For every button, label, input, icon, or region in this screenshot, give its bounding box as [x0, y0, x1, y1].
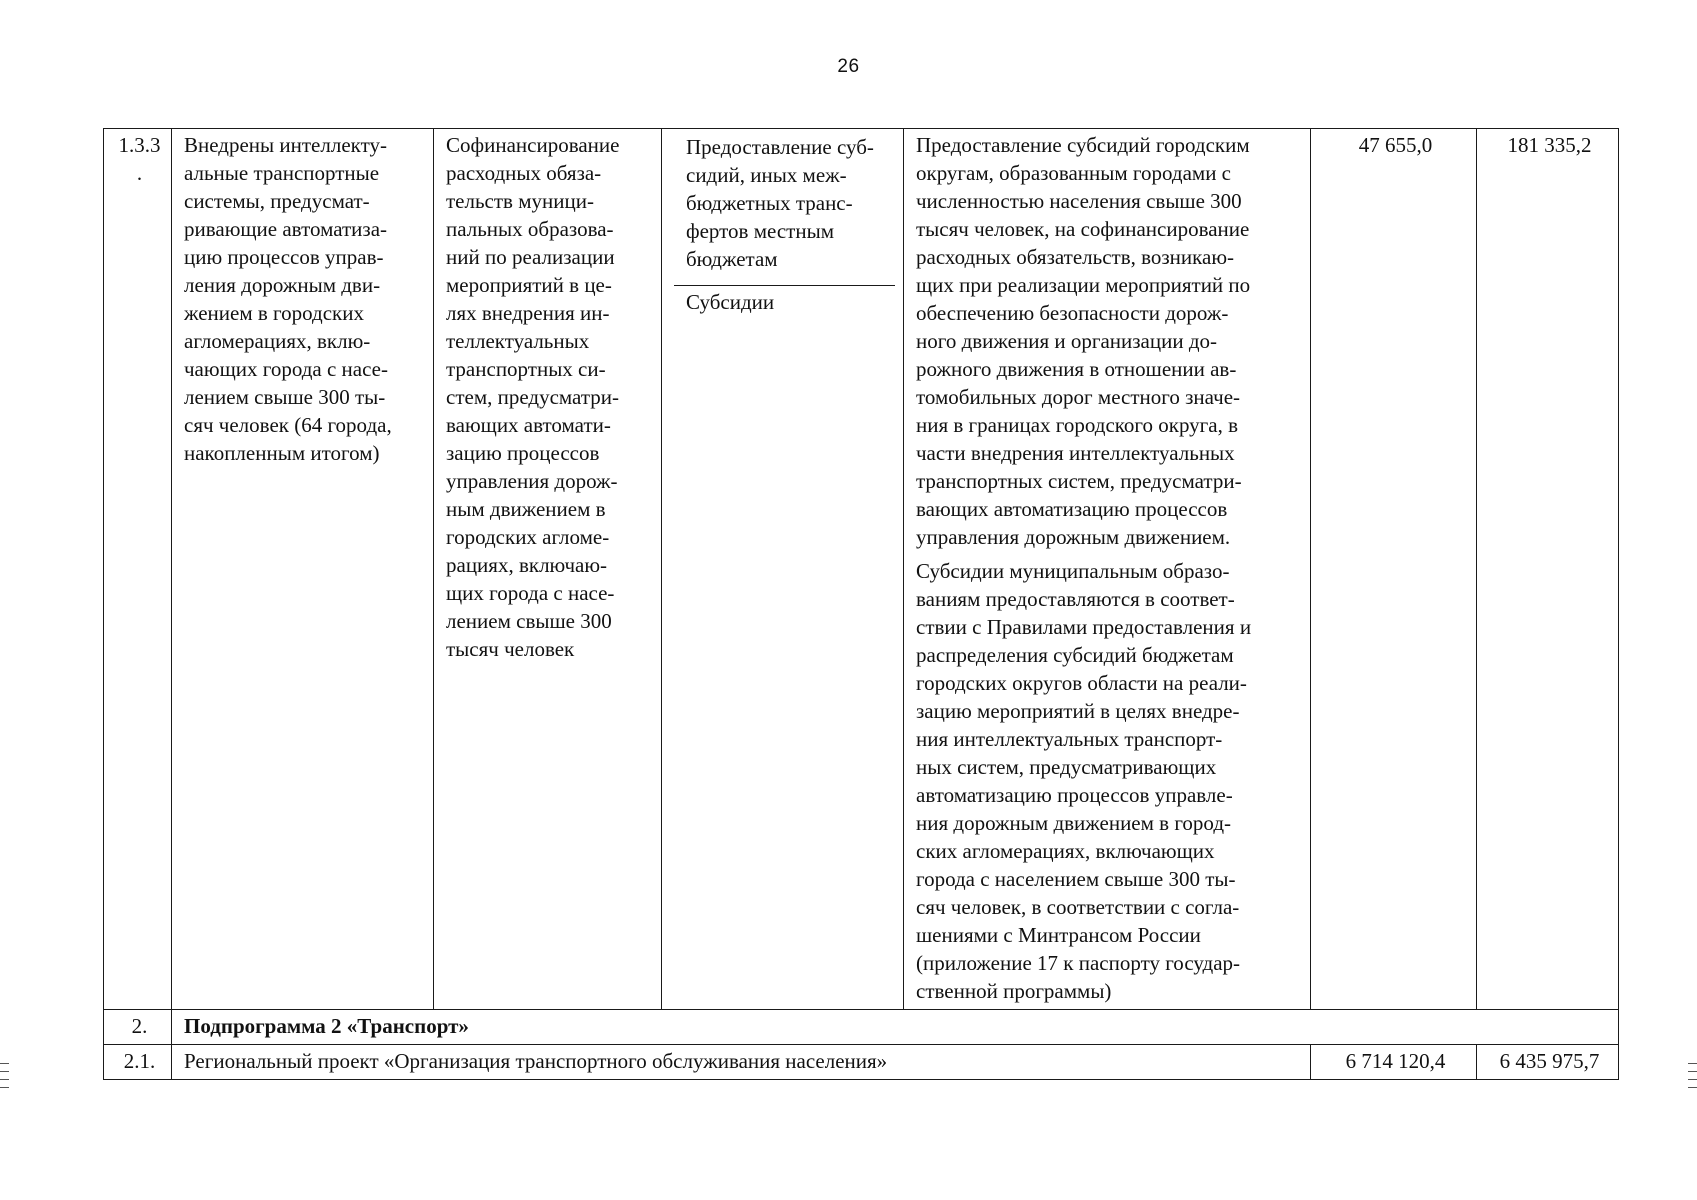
text-line: зацию процессов: [446, 441, 600, 465]
text-line: системы, предусмат-: [184, 189, 370, 213]
text-line: вающих автоматизацию процессов: [916, 497, 1228, 521]
amount-2-cell: 6 435 975,7: [1477, 1045, 1619, 1080]
regional-project-title: Региональный проект «Организация транспортного обслуживания населения»: [172, 1045, 1311, 1080]
text-line: альные транспортные: [184, 161, 380, 185]
margin-tick: [0, 1079, 9, 1080]
text-line: щих города с насе-: [446, 581, 615, 605]
row-number: 2.: [104, 1010, 172, 1045]
margin-tick: [1688, 1063, 1697, 1064]
form-cell: [662, 129, 904, 1010]
text-line: теллектуальных: [446, 329, 590, 353]
text-line: транспортных систем, предусматри-: [916, 469, 1242, 493]
result-text: [184, 131, 425, 467]
text-line: лях внедрения ин-: [446, 301, 610, 325]
description-paragraph-2: [916, 557, 1302, 1005]
margin-tick: [0, 1063, 9, 1064]
row-number: 1.3.3.: [104, 129, 172, 1010]
text-line: расходных обязательств, возникаю-: [916, 245, 1235, 269]
text-line: городских округов области на реали-: [916, 671, 1247, 695]
form-type-text: [686, 133, 887, 273]
text-line: рожного движения в отношении ав-: [916, 357, 1237, 381]
text-line: Внедрены интеллекту-: [184, 133, 387, 157]
form-type: [674, 131, 895, 286]
text-line: сяч человек, в соответствии с согла-: [916, 895, 1240, 919]
text-line: сяч человек (64 города,: [184, 413, 392, 437]
text-line: агломерациях, вклю-: [184, 329, 371, 353]
text-line: обеспечению безопасности дорож-: [916, 301, 1229, 325]
text-line: накопленным итогом): [184, 441, 380, 465]
purpose-text: [446, 131, 653, 663]
text-line: тысяч человек: [446, 637, 575, 661]
subprogram-title: Подпрограмма 2 «Транспорт»: [172, 1010, 1619, 1045]
text-line: ния дорожным движением в город-: [916, 811, 1231, 835]
text-line: Субсидии муниципальным образо-: [916, 559, 1230, 583]
text-line: мероприятий в це-: [446, 273, 612, 297]
table-row-1-3-3: [104, 129, 1619, 1010]
text-line: лением свыше 300: [446, 609, 612, 633]
text-line: распределения субсидий бюджетам: [916, 643, 1234, 667]
amount-1-cell: 6 714 120,4: [1311, 1045, 1477, 1080]
form-subtype-text: Субсидии: [686, 290, 775, 314]
text-line: шениями с Минтрансом России: [916, 923, 1201, 947]
text-line: ления дорожным дви-: [184, 273, 381, 297]
text-line: ний по реализации: [446, 245, 615, 269]
text-line: сидий, иных меж-: [686, 163, 847, 187]
program-table: [103, 128, 1619, 1080]
text-line: управления дорож-: [446, 469, 618, 493]
text-line: стем, предусматри-: [446, 385, 619, 409]
amount-1-cell: 47 655,0: [1311, 129, 1477, 1010]
text-line: управления дорожным движением.: [916, 525, 1231, 549]
page-number: 26: [837, 56, 860, 77]
text-line: Предоставление суб-: [686, 135, 874, 159]
text-line: ных систем, предусматривающих: [916, 755, 1217, 779]
text-line: щих при реализации мероприятий по: [916, 273, 1251, 297]
purpose-cell: [434, 129, 662, 1010]
result-cell: [172, 129, 434, 1010]
text-line: ного движения и организации до-: [916, 329, 1218, 353]
text-line: города с населением свыше 300 ты-: [916, 867, 1236, 891]
text-line: ственной программы): [916, 979, 1112, 1003]
text-line: вающих автомати-: [446, 413, 611, 437]
text-line: ских агломерациях, включающих: [916, 839, 1215, 863]
text-line: (приложение 17 к паспорту государ-: [916, 951, 1241, 975]
text-line: части внедрения интеллектуальных: [916, 441, 1235, 465]
margin-tick: [1688, 1079, 1697, 1080]
text-line: округам, образованным городами с: [916, 161, 1231, 185]
text-line: пальных образова-: [446, 217, 614, 241]
margin-tick: [0, 1071, 9, 1072]
row-number: 2.1.: [104, 1045, 172, 1080]
text-line: чающих города с насе-: [184, 357, 388, 381]
text-line: транспортных си-: [446, 357, 606, 381]
text-line: расходных обяза-: [446, 161, 602, 185]
text-line: ривающие автоматиза-: [184, 217, 388, 241]
table-row-2-1: [104, 1045, 1619, 1080]
text-line: Предоставление субсидий городским: [916, 133, 1250, 157]
text-line: ным движением в: [446, 497, 606, 521]
text-line: тысяч человек, на софинансирование: [916, 217, 1250, 241]
text-line: городских агломе-: [446, 525, 610, 549]
amount-2-cell: 181 335,2: [1477, 129, 1619, 1010]
text-line: рациях, включаю-: [446, 553, 608, 577]
text-line: ния в границах городского округа, в: [916, 413, 1239, 437]
margin-tick: [1688, 1087, 1697, 1088]
text-line: жением в городских: [184, 301, 364, 325]
form-subtype: [674, 286, 895, 320]
description-cell: [904, 129, 1311, 1010]
text-line: ствии с Правилами предоставления и: [916, 615, 1252, 639]
text-line: тельств муници-: [446, 189, 594, 213]
text-line: ваниям предоставляются в соответ-: [916, 587, 1235, 611]
table-row-2: [104, 1010, 1619, 1045]
text-line: автоматизацию процессов управле-: [916, 783, 1233, 807]
text-line: лением свыше 300 ты-: [184, 385, 386, 409]
text-line: бюджетам: [686, 247, 778, 271]
text-line: фертов местным: [686, 219, 834, 243]
text-line: зацию мероприятий в целях внедре-: [916, 699, 1240, 723]
text-line: численностью населения свыше 300: [916, 189, 1242, 213]
text-line: Софинансирование: [446, 133, 620, 157]
margin-tick: [0, 1087, 9, 1088]
text-line: цию процессов управ-: [184, 245, 384, 269]
text-line: бюджетных транс-: [686, 191, 853, 215]
description-paragraph-1: [916, 131, 1302, 551]
text-line: ния интеллектуальных транспорт-: [916, 727, 1223, 751]
text-line: томобильных дорог местного значе-: [916, 385, 1241, 409]
margin-tick: [1688, 1071, 1697, 1072]
